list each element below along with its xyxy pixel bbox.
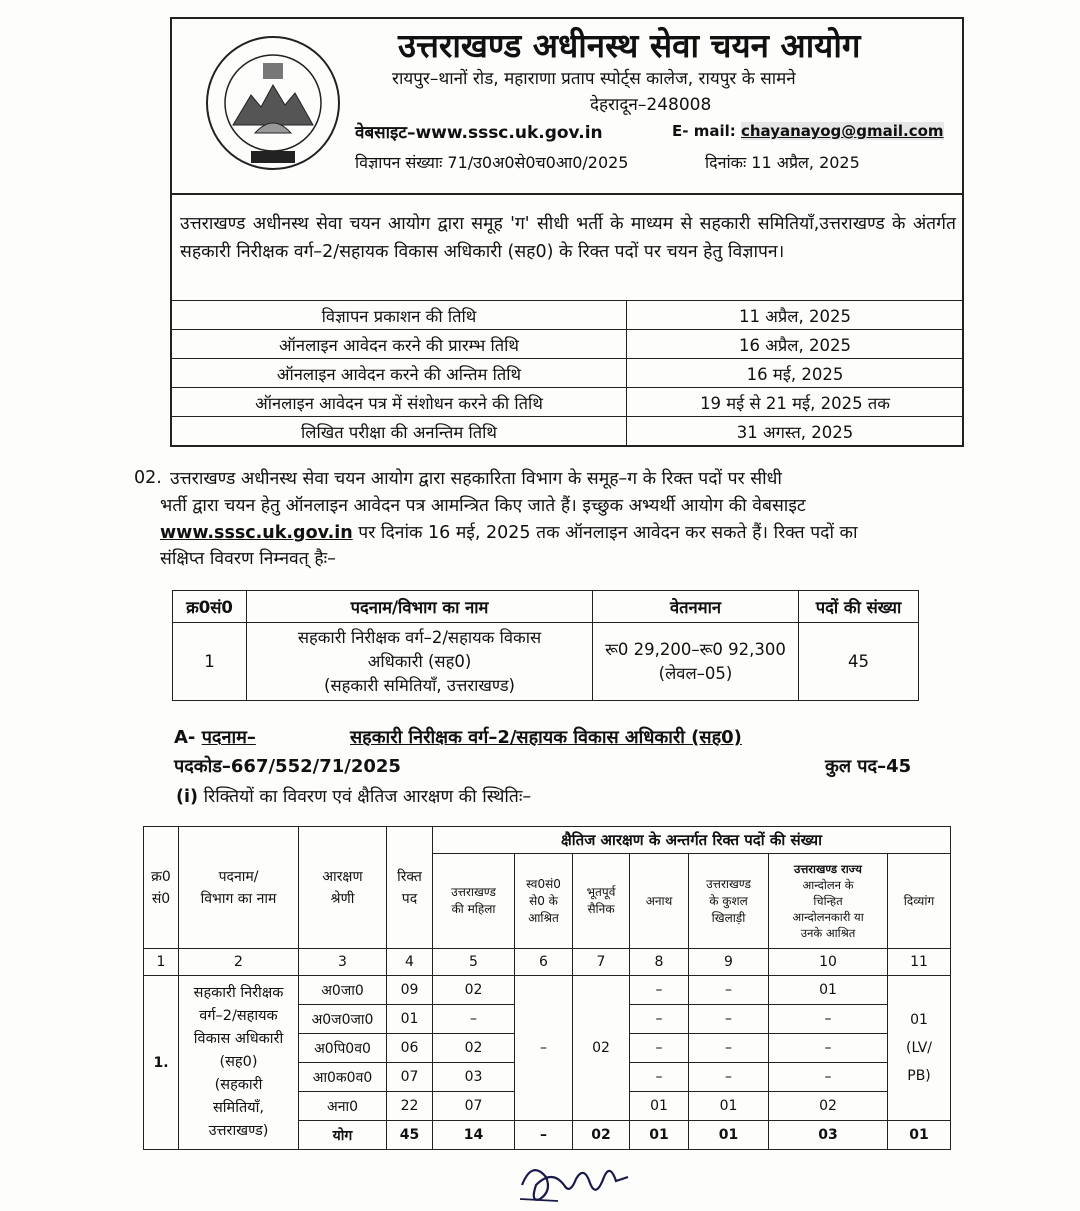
org-title: उत्तराखण्ड अधीनस्थ सेवा चयन आयोग bbox=[398, 26, 861, 65]
date-row bbox=[172, 359, 964, 388]
vac-cat: अ0ज0जा0 bbox=[299, 1005, 387, 1034]
section-label: पदनाम– bbox=[201, 727, 256, 748]
col-num: 8 bbox=[630, 949, 689, 976]
vac-total-c11: 01 bbox=[888, 1121, 951, 1150]
date-row bbox=[172, 330, 964, 359]
vac-h7 bbox=[573, 854, 630, 949]
vac-c10: 01 bbox=[769, 976, 888, 1005]
vac-h-sno bbox=[144, 827, 179, 949]
date-label: लिखित परीक्षा की अनन्तिम तिथि bbox=[172, 417, 627, 446]
post-table bbox=[172, 590, 919, 701]
vac-colnum-row bbox=[144, 949, 951, 976]
vac-h10 bbox=[769, 854, 888, 949]
vac-h8: अनाथ bbox=[630, 854, 689, 949]
vac-post-line: सहकारी निरीक्षक bbox=[193, 985, 284, 1001]
vac-h-text: चिन्हित bbox=[813, 894, 843, 908]
post-name-line: अधिकारी (सह0) bbox=[367, 651, 472, 671]
vac-h-text: स्व0सं0 bbox=[526, 876, 561, 891]
date-label: ऑनलाइन आवेदन पत्र में संशोधन करने की तिथि bbox=[172, 388, 627, 417]
col-pay-header: वेतनमान bbox=[593, 591, 799, 623]
vac-h-text: विभाग का नाम bbox=[200, 890, 277, 907]
post-sno: 1 bbox=[173, 623, 247, 701]
vac-c11-text: (LV/ bbox=[906, 1040, 933, 1056]
vac-h-text: उत्तराखण्ड bbox=[451, 885, 496, 899]
vac-h-text: सैनिक bbox=[587, 902, 615, 916]
vac-h9 bbox=[689, 854, 769, 949]
commission-seal-logo bbox=[203, 33, 343, 173]
signature bbox=[512, 1155, 642, 1211]
vac-h-text: आरक्षण bbox=[322, 868, 363, 885]
vac-cat: अ0पि0व0 bbox=[299, 1034, 387, 1063]
vac-cat: आ0क0व0 bbox=[299, 1063, 387, 1092]
vac-c8: – bbox=[630, 1063, 689, 1092]
vac-c10: 02 bbox=[769, 1092, 888, 1121]
vac-count: 01 bbox=[387, 1005, 433, 1034]
section-a-line bbox=[174, 725, 256, 749]
para-line-3 bbox=[160, 520, 858, 544]
total-posts: कुल पद–45 bbox=[825, 756, 912, 777]
vac-h-text: भूतपूर्व bbox=[586, 885, 616, 899]
vac-h-text: श्रेणी bbox=[330, 890, 355, 907]
post-table-header bbox=[173, 591, 919, 623]
vac-c11-merged bbox=[888, 976, 951, 1121]
dates-table bbox=[171, 300, 964, 446]
vac-h-text: पद bbox=[401, 890, 418, 907]
vac-c5: – bbox=[433, 1005, 515, 1034]
col-num: 6 bbox=[515, 949, 573, 976]
vac-post-line: वर्ग–2/सहायक bbox=[199, 1008, 278, 1024]
date-label: ऑनलाइन आवेदन करने की अन्तिम तिथि bbox=[172, 359, 627, 388]
vac-c10: – bbox=[769, 1005, 888, 1034]
col-num: 9 bbox=[689, 949, 769, 976]
para-number: 02. bbox=[134, 468, 162, 488]
date-value: 16 मई, 2025 bbox=[627, 359, 964, 388]
date-value: 16 अप्रैल, 2025 bbox=[627, 330, 964, 359]
vac-c8: – bbox=[630, 1005, 689, 1034]
vac-h-text: उत्तराखण्ड राज्य bbox=[794, 862, 862, 876]
vac-c10: – bbox=[769, 1063, 888, 1092]
vac-h-text: आन्दोलनकारी या bbox=[792, 910, 864, 924]
col-num: 1 bbox=[144, 949, 179, 976]
vac-h5 bbox=[433, 854, 515, 949]
vac-h-text: से0 के bbox=[529, 893, 558, 908]
vac-cat: अना0 bbox=[299, 1092, 387, 1121]
address-line-1: रायपुर–थानों रोड, महाराणा प्रताप स्पोर्ट्स कालेज, रायपुर के सामने bbox=[392, 69, 796, 89]
post-code: पदकोड–667/552/71/2025 bbox=[174, 756, 401, 777]
vac-h-text: के कुशल bbox=[709, 893, 748, 908]
date-row bbox=[172, 301, 964, 330]
vac-c8: – bbox=[630, 976, 689, 1005]
vac-c11-text: PB) bbox=[907, 1068, 931, 1084]
date-value: 19 मई से 21 मई, 2025 तक bbox=[627, 388, 964, 417]
vac-h-text: खिलाड़ी bbox=[711, 910, 746, 925]
post-name-line: (सहकारी समितियाँ, उत्तराखण्ड) bbox=[324, 675, 515, 695]
vac-c9: – bbox=[689, 1005, 769, 1034]
vac-c9: – bbox=[689, 976, 769, 1005]
col-num: 10 bbox=[769, 949, 888, 976]
vac-total-c8: 01 bbox=[630, 1121, 689, 1150]
vac-total-c7: 02 bbox=[573, 1121, 630, 1150]
col-num: 2 bbox=[179, 949, 299, 976]
post-name-cell bbox=[247, 623, 593, 701]
vac-h-text: की महिला bbox=[451, 902, 496, 916]
vac-h-text: आश्रित bbox=[528, 910, 559, 925]
section-prefix: A- bbox=[174, 727, 196, 748]
para-line-4: संक्षिप्त विवरण निम्नवत् हैः– bbox=[160, 549, 336, 569]
pay-level: (लेवल–05) bbox=[658, 663, 733, 683]
advt-date: दिनांकः 11 अप्रैल, 2025 bbox=[705, 153, 860, 172]
col-num: 7 bbox=[573, 949, 630, 976]
vac-total-c5: 14 bbox=[433, 1121, 515, 1150]
vac-c8: 01 bbox=[630, 1092, 689, 1121]
post-table-row bbox=[173, 623, 919, 701]
vac-count: 06 bbox=[387, 1034, 433, 1063]
vac-h-text: पदनाम/ bbox=[218, 868, 259, 885]
vac-c9: – bbox=[689, 1063, 769, 1092]
vac-post-line: (सहकारी bbox=[214, 1077, 263, 1093]
address-line-2: देहरादून–248008 bbox=[590, 95, 712, 115]
col-num: 11 bbox=[888, 949, 951, 976]
para-line-3-text: पर दिनांक 16 मई, 2025 तक ऑनलाइन आवेदन कर सकते हैं। रिक्त पदों का bbox=[358, 523, 858, 543]
date-row bbox=[172, 388, 964, 417]
intro-text: उत्तराखण्ड अधीनस्थ सेवा चयन आयोग द्वारा समूह 'ग' सीधी भर्ती के माध्यम से सहकारी समितियाँ,उत्तराखण्ड के अंतर्गत सहकारी निरीक्षक वर्ग–2/सहायक विकास अधिकारी (सह0) के रिक्त पदों पर चयन हेतु विज्ञापन। bbox=[180, 214, 956, 262]
vac-h-text: आन्दोलन के bbox=[802, 878, 854, 892]
col-num: 5 bbox=[433, 949, 515, 976]
vac-h-text: सं0 bbox=[151, 890, 171, 907]
vac-h-text: उनके आश्रित bbox=[800, 926, 856, 940]
vac-h-cat bbox=[299, 827, 387, 949]
col-count-header: पदों की संख्या bbox=[799, 591, 919, 623]
vac-total-c6: – bbox=[515, 1121, 573, 1150]
vac-c5: 02 bbox=[433, 1034, 515, 1063]
vac-count: 22 bbox=[387, 1092, 433, 1121]
para-line-1: उत्तराखण्ड अधीनस्थ सेवा चयन आयोग द्वारा सहकारिता विभाग के समूह–ग के रिक्त पदों पर सीधी bbox=[170, 469, 782, 489]
vac-total-c10: 03 bbox=[769, 1121, 888, 1150]
col-name-header: पदनाम/विभाग का नाम bbox=[247, 591, 593, 623]
vac-c5: 07 bbox=[433, 1092, 515, 1121]
vac-h-text: क्र0 bbox=[151, 868, 171, 885]
email-link[interactable]: chayanayog@gmail.com bbox=[740, 122, 944, 140]
date-value: 11 अप्रैल, 2025 bbox=[627, 301, 964, 330]
advt-number: विज्ञापन संख्याः 71/उ0अ0से0च0आ0/2025 bbox=[355, 153, 629, 172]
vac-c11-text: 01 bbox=[910, 1012, 928, 1028]
vac-group-header: क्षैतिज आरक्षण के अन्तर्गत रिक्त पदों की संख्या bbox=[433, 827, 951, 854]
vac-c9: – bbox=[689, 1034, 769, 1063]
vac-post-line: समितियाँ, bbox=[212, 1100, 265, 1116]
post-count: 45 bbox=[799, 623, 919, 701]
vac-post-name bbox=[179, 976, 299, 1150]
vacancy-table bbox=[143, 826, 951, 1150]
vac-h-text: रिक्त bbox=[397, 868, 422, 885]
vac-h11: दिव्यांग bbox=[888, 854, 951, 949]
vac-c7-merged: 02 bbox=[573, 976, 630, 1121]
subsection-marker: (i) bbox=[176, 787, 198, 807]
vac-h-vac bbox=[387, 827, 433, 949]
vac-total-c9: 01 bbox=[689, 1121, 769, 1150]
date-label: ऑनलाइन आवेदन करने की प्रारम्भ तिथि bbox=[172, 330, 627, 359]
date-value: 31 अगस्त, 2025 bbox=[627, 417, 964, 446]
section-post-title: सहकारी निरीक्षक वर्ग–2/सहायक विकास अधिकारी (सह0) bbox=[350, 727, 742, 748]
email-block bbox=[672, 122, 944, 140]
website-link[interactable]: www.sssc.uk.gov.in bbox=[160, 523, 353, 543]
vac-count: 09 bbox=[387, 976, 433, 1005]
vac-c10: – bbox=[769, 1034, 888, 1063]
vac-h-name bbox=[179, 827, 299, 949]
website-text: वेबसाइट–www.sssc.uk.gov.in bbox=[355, 123, 603, 143]
vac-post-line: विकास अधिकारी bbox=[193, 1031, 284, 1047]
vac-post-line: (सह0) bbox=[219, 1054, 258, 1070]
vac-total-count: 45 bbox=[387, 1121, 433, 1150]
col-num: 4 bbox=[387, 949, 433, 976]
post-pay-cell bbox=[593, 623, 799, 701]
email-label: E- mail: bbox=[672, 122, 736, 140]
col-sno-header: क्र0सं0 bbox=[173, 591, 247, 623]
vac-c6-merged: – bbox=[515, 976, 573, 1121]
post-name-line: सहकारी निरीक्षक वर्ग–2/सहायक विकास bbox=[297, 627, 542, 647]
vac-c5: 02 bbox=[433, 976, 515, 1005]
col-num: 3 bbox=[299, 949, 387, 976]
subsection-line bbox=[176, 784, 531, 808]
date-row bbox=[172, 417, 964, 446]
date-label: विज्ञापन प्रकाशन की तिथि bbox=[172, 301, 627, 330]
vac-row bbox=[144, 976, 951, 1005]
para-line-2: भर्ती द्वारा चयन हेतु ऑनलाइन आवेदन पत्र आमन्त्रित किए जाते हैं। इच्छुक अभ्यर्थी आयोग की वेबसाइट bbox=[160, 496, 806, 516]
vac-h-text: उत्तराखण्ड bbox=[706, 876, 751, 891]
vac-sno: 1. bbox=[144, 976, 179, 1150]
subsection-title: रिक्तियों का विवरण एवं क्षैतिज आरक्षण की स्थितिः– bbox=[203, 787, 532, 807]
vac-c9: 01 bbox=[689, 1092, 769, 1121]
vac-c8: – bbox=[630, 1034, 689, 1063]
vac-count: 07 bbox=[387, 1063, 433, 1092]
vac-group-header-row bbox=[144, 827, 951, 854]
vac-cat: अ0जा0 bbox=[299, 976, 387, 1005]
pay-range: रू0 29,200–रू0 92,300 bbox=[605, 639, 786, 659]
vac-h6 bbox=[515, 854, 573, 949]
vac-c5: 03 bbox=[433, 1063, 515, 1092]
vac-post-line: उत्तराखण्ड) bbox=[208, 1123, 269, 1139]
vac-total-label: योग bbox=[299, 1121, 387, 1150]
